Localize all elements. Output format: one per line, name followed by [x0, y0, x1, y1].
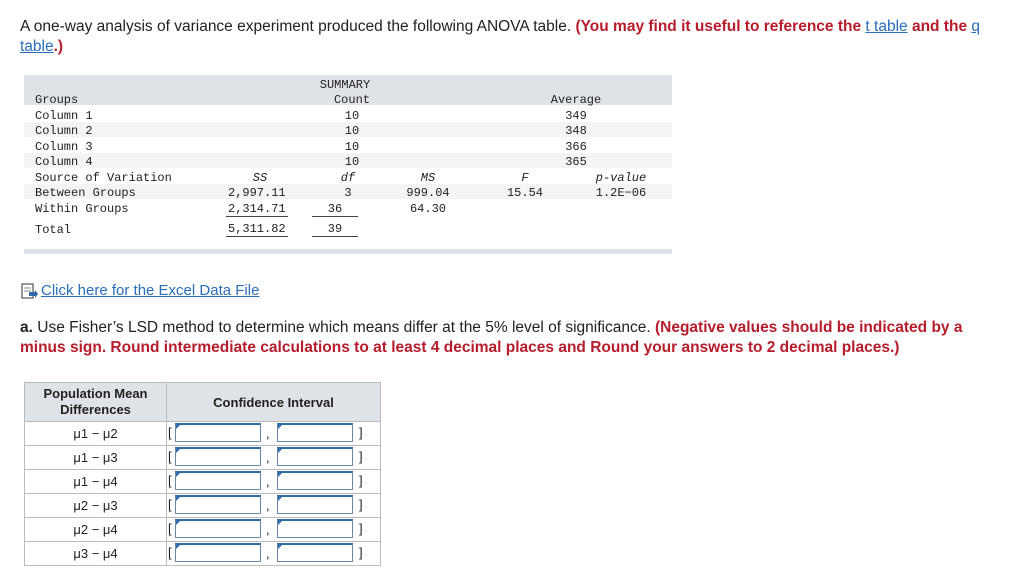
file-download-icon: [20, 283, 38, 299]
input-marker-icon: [278, 471, 284, 477]
input-marker-icon: [176, 543, 182, 549]
lower-bound-input[interactable]: [175, 519, 261, 538]
diff-label: μ1 − μ4: [25, 470, 167, 494]
group-name: Column 2: [35, 124, 93, 138]
lower-bound-input[interactable]: [175, 471, 261, 490]
ms-header: MS: [420, 171, 436, 185]
input-marker-icon: [176, 471, 182, 477]
separator: ,: [266, 450, 270, 465]
close-bracket: ]: [359, 425, 363, 440]
lower-bound-input[interactable]: [175, 495, 261, 514]
lower-bound-input[interactable]: [175, 447, 261, 466]
q-table-link[interactable]: q table: [20, 18, 980, 55]
group-average: 349: [565, 109, 587, 123]
group-average: 348: [565, 124, 587, 138]
part-a-question: [20, 318, 1010, 358]
input-marker-icon: [176, 423, 182, 429]
within-df: 36: [312, 202, 358, 217]
upper-bound-input[interactable]: [277, 471, 353, 490]
intro-text: A one-way analysis of variance experiment produced the following ANOVA table.: [20, 18, 572, 35]
input-marker-icon: [278, 423, 284, 429]
diff-column-header: Population Mean Differences: [25, 383, 167, 422]
confidence-interval-table: [24, 382, 381, 566]
within-ms: 64.30: [409, 202, 446, 216]
upper-bound-input[interactable]: [277, 543, 353, 562]
group-name: Column 1: [35, 109, 93, 123]
group-count: 10: [344, 109, 360, 123]
lower-bound-input[interactable]: [175, 423, 261, 442]
separator: ,: [266, 546, 270, 561]
close-bracket: ]: [359, 521, 363, 536]
t-table-link[interactable]: t table: [865, 18, 908, 35]
lower-bound-input[interactable]: [175, 543, 261, 562]
ci-input-row: [167, 494, 381, 518]
between-f: 15.54: [506, 186, 543, 200]
anova-footer-bar: [24, 249, 672, 254]
diff-label: μ2 − μ4: [25, 518, 167, 542]
separator: ,: [266, 522, 270, 537]
input-marker-icon: [176, 519, 182, 525]
between-ms: 999.04: [406, 186, 450, 200]
close-bracket: ]: [359, 545, 363, 560]
question-intro: [20, 17, 1010, 57]
group-average: 366: [565, 140, 587, 154]
ci-input-row: [167, 446, 381, 470]
excel-data-link[interactable]: [20, 282, 259, 299]
total-ss: 5,311.82: [228, 222, 286, 236]
excel-link-label[interactable]: Click here for the Excel Data File: [41, 282, 260, 299]
diff-label: μ2 − μ3: [25, 494, 167, 518]
ss-header: SS: [252, 171, 268, 185]
upper-bound-input[interactable]: [277, 423, 353, 442]
group-name: Column 3: [35, 140, 93, 154]
ci-input-row: [167, 422, 381, 446]
ci-column-header: Confidence Interval: [167, 383, 381, 422]
upper-bound-input[interactable]: [277, 519, 353, 538]
diff-label: μ1 − μ2: [25, 422, 167, 446]
open-bracket: [: [168, 497, 172, 512]
within-ss: 2,314.71: [228, 202, 286, 216]
part-a-note: (Negative values should be indicated by a minus sign. Round intermediate calculations to at least 4 decimal places and Round your answers to 2 decimal places.): [20, 319, 963, 356]
source-header: Source of Variation: [35, 171, 172, 185]
intro-note: (You may find it useful to reference the t table and the q table.): [20, 18, 980, 55]
diff-label: μ1 − μ3: [25, 446, 167, 470]
part-a-letter: a.: [20, 319, 33, 336]
input-marker-icon: [176, 447, 182, 453]
input-marker-icon: [278, 495, 284, 501]
df-header: df: [340, 171, 356, 185]
summary-label: SUMMARY: [319, 78, 371, 92]
group-count: 10: [344, 140, 360, 154]
open-bracket: [: [168, 473, 172, 488]
input-marker-icon: [176, 495, 182, 501]
average-header: Average: [550, 93, 602, 107]
between-ss: 2,997.11: [228, 186, 286, 200]
between-p-value: 1.2E−06: [595, 186, 647, 200]
separator: ,: [266, 498, 270, 513]
group-count: 10: [344, 124, 360, 138]
close-bracket: ]: [359, 497, 363, 512]
upper-bound-input[interactable]: [277, 495, 353, 514]
open-bracket: [: [168, 425, 172, 440]
separator: ,: [266, 426, 270, 441]
group-count: 10: [344, 155, 360, 169]
open-bracket: [: [168, 449, 172, 464]
between-groups-label: Between Groups: [35, 186, 136, 200]
close-bracket: ]: [359, 449, 363, 464]
groups-header: Groups: [35, 93, 79, 107]
input-marker-icon: [278, 543, 284, 549]
upper-bound-input[interactable]: [277, 447, 353, 466]
open-bracket: [: [168, 545, 172, 560]
diff-label: μ3 − μ4: [25, 542, 167, 566]
group-average: 365: [565, 155, 587, 169]
input-marker-icon: [278, 519, 284, 525]
count-header: Count: [333, 93, 370, 107]
part-a-text: Use Fisher’s LSD method to determine which means differ at the 5% level of significance.: [32, 319, 655, 336]
ci-input-row: [167, 542, 381, 566]
group-name: Column 4: [35, 155, 93, 169]
within-groups-label: Within Groups: [35, 202, 129, 216]
between-df: 3: [344, 186, 352, 200]
total-label: Total: [35, 223, 72, 237]
ci-input-row: [167, 470, 381, 494]
input-marker-icon: [278, 447, 284, 453]
ci-input-row: [167, 518, 381, 542]
p-value-header: p-value: [595, 171, 647, 185]
total-df: 39: [312, 222, 358, 237]
f-header: F: [521, 171, 529, 185]
open-bracket: [: [168, 521, 172, 536]
close-bracket: ]: [359, 473, 363, 488]
separator: ,: [266, 474, 270, 489]
